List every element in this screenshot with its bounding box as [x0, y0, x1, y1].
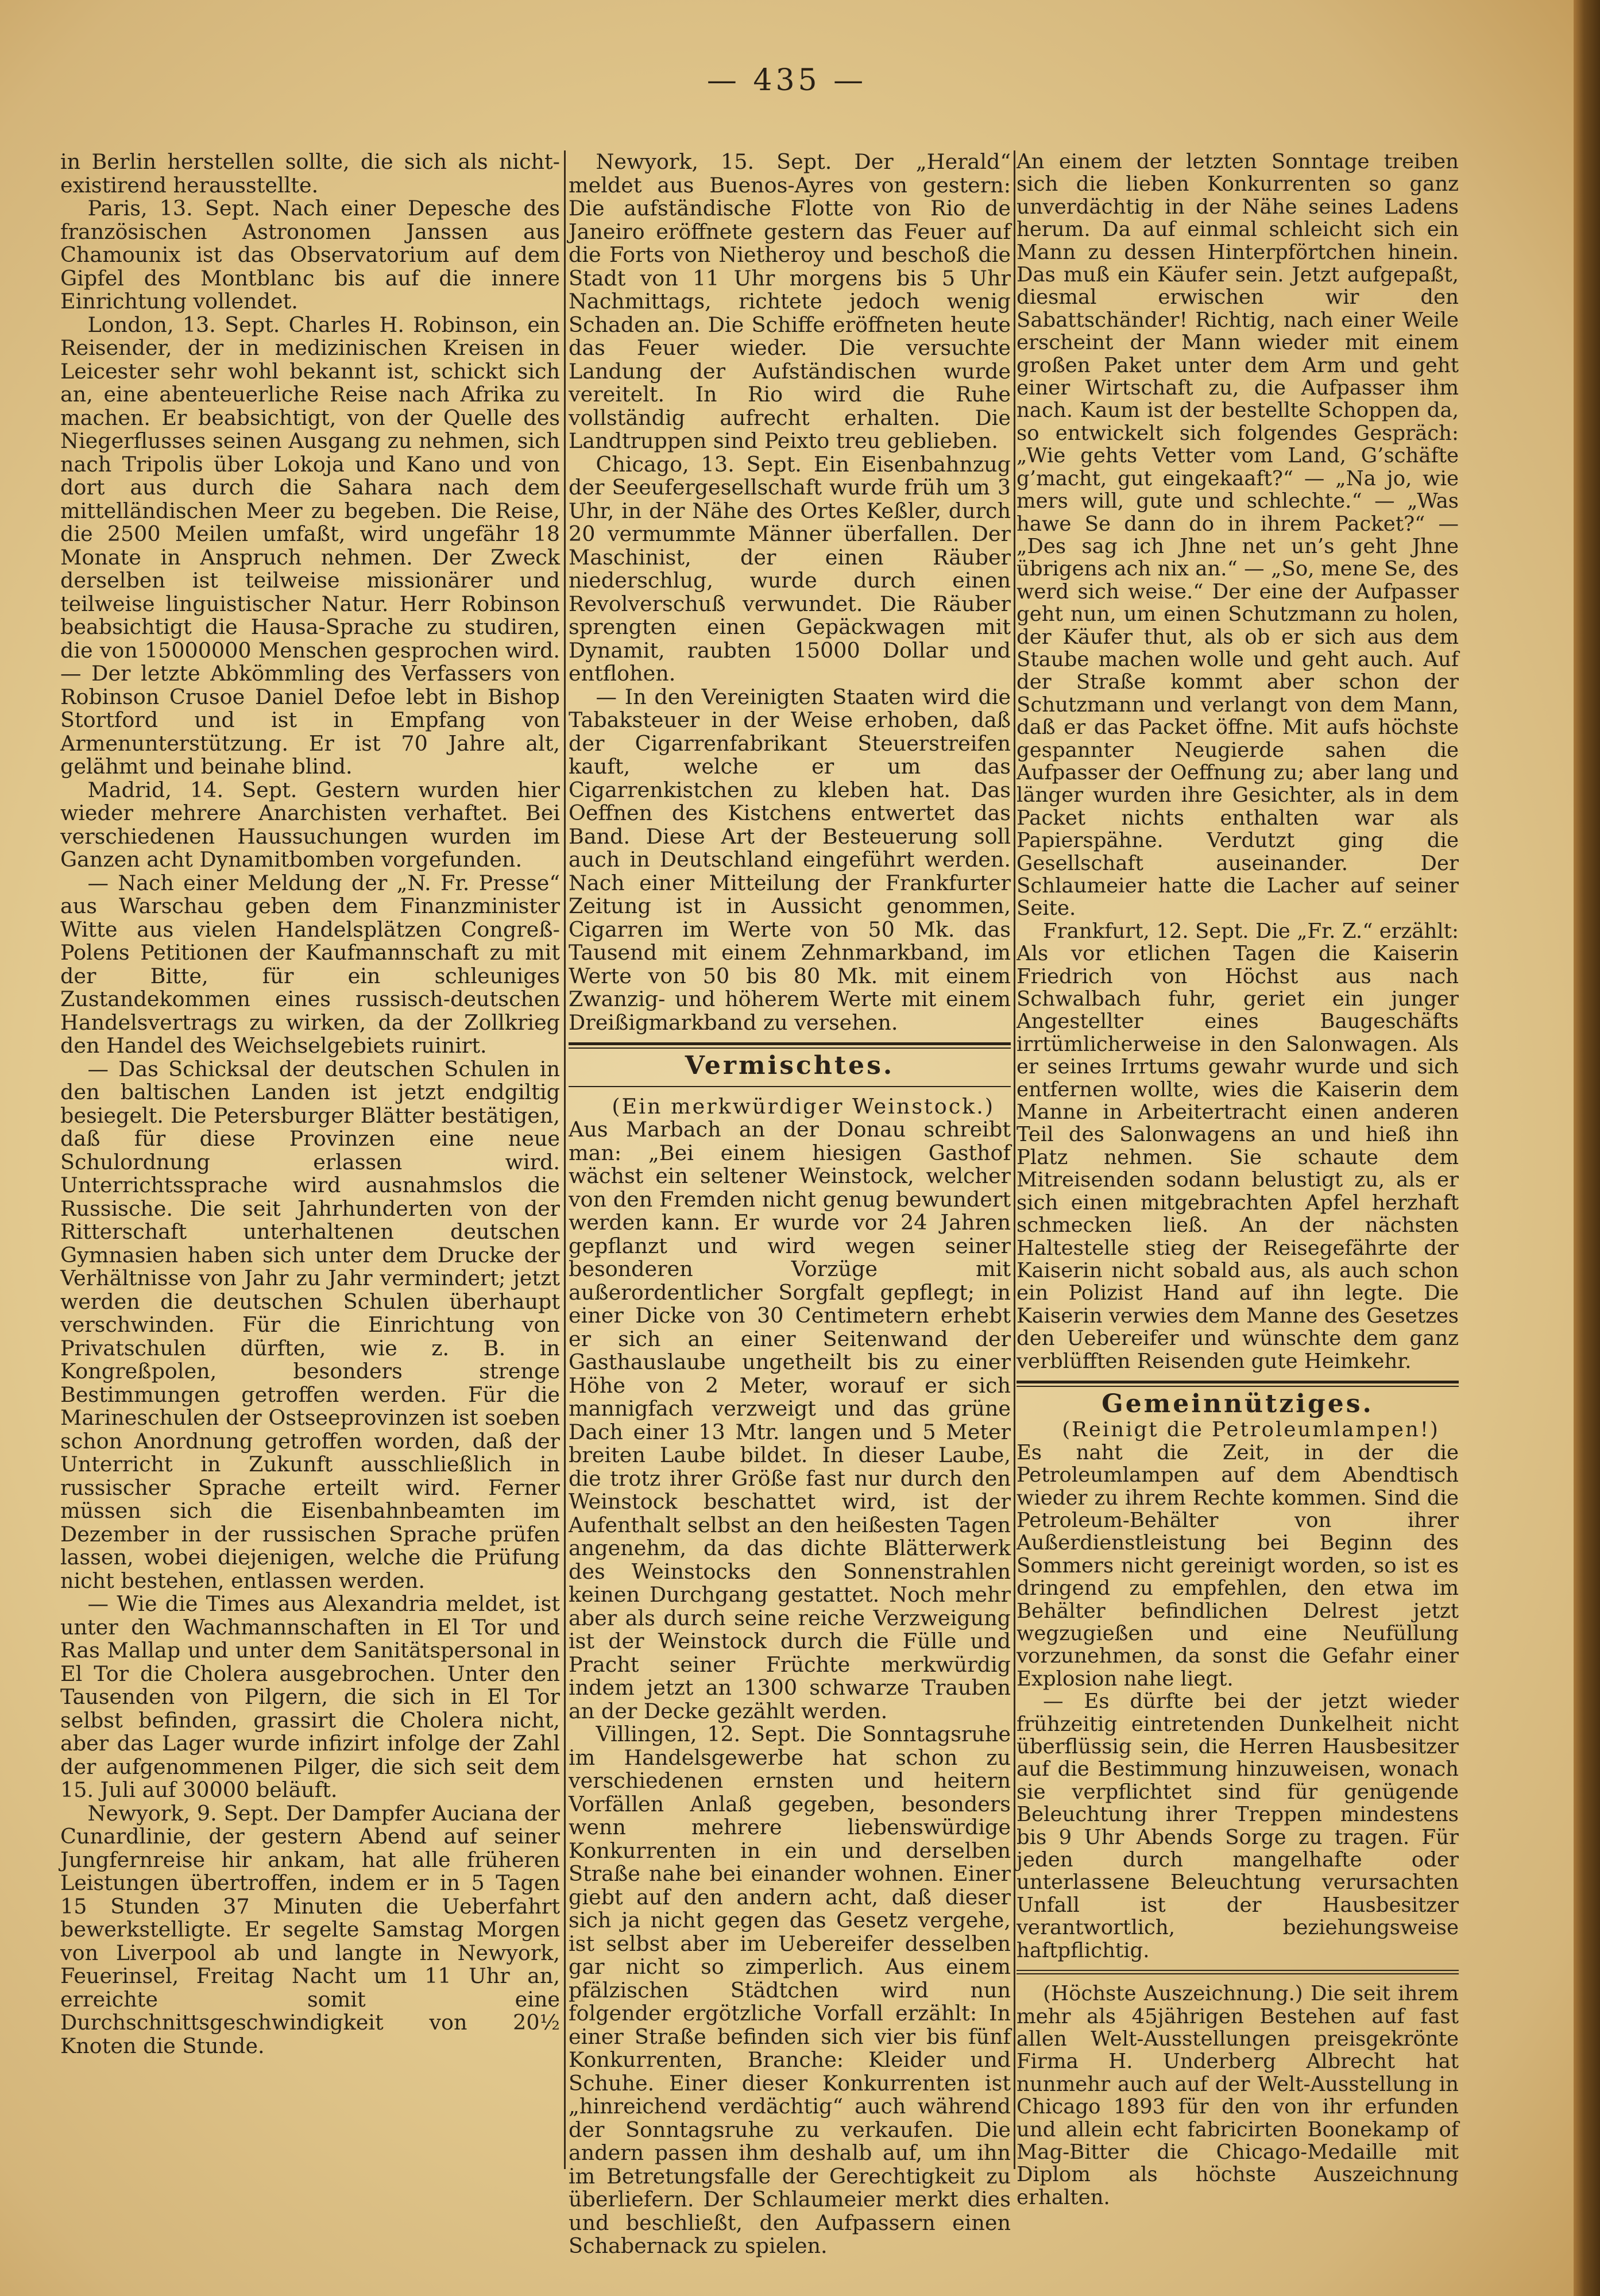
article-paragraph: Frankfurt, 12. Sept. Die „Fr. Z.“ erzählt: Als vor etlichen Tagen die Kaiserin Friedrich von Höchst aus nach Schwalbach fuhr, geriet ein junger Angestellter eines Baugeschäfts irrtümlicherweise in den Salonwagen. Als er seines Irrtums gewahr wurde und sich entfernen wollte, wies die Kaiserin dem Manne in Arbeitertracht einen anderen Teil des Salonwagens an und hieß ihn Platz nehmen. Sie schaute dem Mitreisenden sodann belustigt zu, als er sich einen mitgebrachten Apfel herzhaft schmecken ließ. An der nächsten Haltestelle stieg der Reisegefährte der Kaiserin nicht sobald aus, als auch schon ein Polizist Hand auf ihn legte. Die Kaiserin verwies dem Manne des Gesetzes den Uebereifer und wünschte dem ganz verblüfften Reisenden gute Heimkehr. — [1017, 919, 1459, 1373]
section-divider — [569, 1086, 1011, 1087]
article-paragraph: Newyork, 15. Sept. Der „Herald“ meldet aus Buenos-Ayres von gestern: Die aufständische Flotte von Rio de Janeiro eröffnete gestern das Feuer auf die Forts von Nietheroy und beschoß die Stadt von 11 Uhr morgens bis 5 Uhr Nachmittags, richtete jedoch wenig Schaden an. Die Schiffe eröffneten heute das Feuer wieder. Die versuchte Landung der Aufständischen wurde vereitelt. In Rio wird die Ruhe vollständig aufrecht erhalten. Die Landtruppen sind Peixto treu geblieben. — [569, 149, 1011, 453]
page-number: — 435 — — [706, 63, 867, 98]
article-subheading: (Ein merkwürdiger Weinstock.) — [612, 1093, 995, 1119]
article-paragraph: Aus Marbach an der Donau schreibt man: „Bei einem hiesigen Gasthof wächst ein seltener Weinstock, welcher von den Fremden nicht genug bewundert werden kann. Er wurde vor 24 Jahren gepflanzt und wird wegen seiner besonderen Vorzüge mit außerordentlicher Sorgfalt gepflegt; in einer Dicke von 30 Centimetern erhebt er sich an einer Seitenwand der Gasthauslaube ungetheilt bis zu einer Höhe von 2 Meter, worauf er sich mannigfach verzweigt und das grüne Dach einer 13 Mtr. langen und 5 Meter breiten Laube bildet. In dieser Laube, die trotz ihrer Größe fast nur durch den Weinstock beschattet wird, ist der Aufenthalt selbst an den heißesten Tagen angenehm, da das dichte Blätterwerk des Weinstocks den Sonnenstrahlen keinen Durchgang gestattet. Noch mehr aber als durch seine reiche Verzweigung ist der Weinstock durch die Fülle und Pracht seiner Früchte merkwürdig indem jetzt an 1300 schwarze Trauben an der Decke gezählt werden. — [569, 1117, 1011, 1723]
article-paragraph: Paris, 13. Sept. Nach einer Depesche des französischen Astronomen Janssen aus Chamounix ist das Observatorium auf dem Gipfel des Montblanc bis auf die innere Einrichtung vollendet. — [60, 196, 560, 314]
article-subheading: (Reinigt die Petroleumlampen!) — [1062, 1418, 1440, 1442]
article-paragraph: Newyork, 9. Sept. Der Dampfer Auciana der Cunardlinie, der gestern Abend auf seiner Jungfernreise hir ankam, hat alle früheren Leistungen übertroffen, indem er in 5 Tagen 15 Stunden 37 Minuten die Ueberfahrt bewerkstelligte. Er segelte Samstag Morgen von Liverpool ab und langte in Newyork, Feuerinsel, Freitag Nacht um 11 Uhr an, erreichte somit eine Durchschnittsgeschwindigkeit von 20½ Knoten die Stunde. — [60, 1800, 560, 2058]
column-1 — [60, 150, 560, 2058]
article-paragraph: Chicago, 13. Sept. Ein Eisenbahnzug der Seeufergesellschaft wurde früh um 3 Uhr, in der Nähe des Ortes Keßler, durch 20 vermummte Männer überfallen. Der Maschinist, der einen Räuber niederschlug, wurde durch einen Revolverschuß verwundet. Die Räuber sprengten einen Gepäckwagen mit Dynamit, raubten 15000 Dollar und entflohen. — [569, 451, 1011, 686]
column-rule — [564, 150, 566, 2169]
article-paragraph: in Berlin herstellen sollte, die sich als nicht-existirend herausstellte. — [60, 149, 560, 198]
article-paragraph: — Nach einer Meldung der „N. Fr. Presse“ aus Warschau geben dem Finanzminister Witte aus vielen Handelsplätzen Congreß-Polens Petitionen der Kaufmannschaft zu mit der Bitte, für ein schleuniges Zustandekommen eines russisch-deutschen Handelsvertrags zu wirken, da der Zollkrieg den Handel des Weichselgebiets ruinirt. — [60, 870, 560, 1058]
article-paragraph: Madrid, 14. Sept. Gestern wurden hier wieder mehrere Anarchisten verhaftet. Bei verschiedenen Haussuchungen wurden im Ganzen acht Dynamitbomben vorgefunden. — [60, 777, 560, 872]
article-paragraph: Villingen, 12. Sept. Die Sonntagsruhe im Handelsgewerbe hat schon zu verschiedenen ernsten und heitern Vorfällen Anlaß gegeben, besonders wenn mehrere liebenswürdige Konkurrenten in ein und derselben Straße nahe bei einander wohnen. Einer giebt auf den andern acht, daß dieser sich ja nicht gegen das Gesetz vergehe, ist selbst aber im Uebereifer desselben gar nicht so zimperlich. Aus einem pfälzischen Städtchen wird nun folgender ergötzliche Vorfall erzählt: In einer Straße befinden sich vier bis fünf Konkurrenten, Branche: Kleider und Schuhe. Einer dieser Konkurrenten ist „hinreichend verdächtig“ auch während der Sonntagsruhe zu verkaufen. Die andern passen ihm deshalb auf, um ihn im Betretungsfalle der Gerechtigkeit zu überliefern. Der Schlaumeier merkt dies und beschließt, den Aufpassern einen Schabernack zu spielen. — [569, 1722, 1011, 2258]
column-2 — [569, 150, 1011, 2258]
article-paragraph: — Das Schicksal der deutschen Schulen in den baltischen Landen ist jetzt endgiltig besiegelt. Die Petersburger Blätter bestätigen, daß für diese Provinzen eine neue Schulordnung erlassen wird. Unterrichtssprache wird ausnahmslos die Russische. Die seit Jahrhunderten von der Ritterschaft unterhaltenen deutschen Gymnasien haben sich unter dem Drucke der Verhältnisse von Jahr zu Jahr vermindert; jetzt werden die deutschen Schulen überhaupt verschwinden. Für die Einrichtung von Privatschulen dürften, wie z. B. in Kongreßpolen, besonders strenge Bestimmungen getroffen werden. Für die Marineschulen der Ostseeprovinzen ist soeben schon Anordnung getroffen worden, daß der Unterricht in Zukunft ausschließlich in russischer Sprache erteilt wird. Ferner müssen sich die Eisenbahnbeamten im Dezember in der russischen Sprache prüfen lassen, wobei diejenigen, welche die Prüfung nicht bestehen, entlassen werden. — [60, 1056, 560, 1593]
section-heading-gemeinnuetziges: Gemeinnütziges. — [1102, 1389, 1374, 1418]
book-binding — [1574, 0, 1600, 2296]
article-paragraph: Es naht die Zeit, in der die Petroleumlampen auf dem Abendtisch wieder zu ihrem Rechte kommen. Sind die Petroleum-Behälter von ihrer Außerdienstleistung bei Beginn des Sommers nicht gereinigt worden, so ist es dringend zu empfehlen, den etwa im Behälter befindlichen Delrest jetzt wegzugießen und eine Neufüllung vorzunehmen, da sonst die Gefahr einer Explosion nahe liegt. — [1017, 1440, 1459, 1691]
article-paragraph: (Höchste Auszeichnung.) Die seit ihrem mehr als 45jährigen Bestehen auf fast allen Welt-Ausstellungen preisgekrönte Firma H. Underberg Albrecht hat nunmehr auch auf der Welt-Ausstellung in Chicago 1893 für den von ihr erfunden und allein echt fabricirten Boonekamp of Mag-Bitter die Chicago-Medaille mit Diplom als höchste Auszeichnung erhalten. — [1017, 1982, 1459, 2209]
article-paragraph: An einem der letzten Sonntage treiben sich die lieben Konkurrenten so ganz unverdächtig in der Nähe seines Ladens herum. Da auf einmal schleicht sich ein Mann zu dessen Hinterpförtchen hinein. Das muß ein Käufer sein. Jetzt aufgepaßt, diesmal erwischen wir den Sabattschänder! Richtig, nach einer Weile erscheint der Mann wieder mit einem großen Paket unter dem Arm und geht einer Wirtschaft zu, die Aufpasser ihm nach. Kaum ist der bestellte Schoppen da, so entwickelt sich folgendes Gespräch: „Wie gehts Vetter vom Land, G’schäfte g’macht, gut eingekaaft?“ — „Na jo, wie mers will, gute und schlechte.“ — „Was hawe Se dann do in ihrem Packet?“ — „Des sag ich Jhne net un’s geht Jhne übrigens ach nix an.“ — „So, mene Se, des werd sich weise.“ Der eine der Aufpasser geht nun, um einen Schutzmann zu holen, der Käufer thut, als ob er sich aus dem Staube machen wolle und geht auch. Auf der Straße kommt aber schon der Schutzmann und verlangt von dem Mann, daß er das Packet öffne. Mit aufs höchste gespannter Neugierde sahen die Aufpasser der Oeffnung zu; aber lang und länger wurden ihre Gesichter, als in dem Packet nichts enthalten war als Papierspähne. Verdutzt ging die Gesellschaft auseinander. Der Schlaumeier hatte die Lacher auf seiner Seite. — [1017, 150, 1459, 921]
article-paragraph: — Es dürfte bei der jetzt wieder frühzeitig eintretenden Dunkelheit nicht überflüssig sein, die Herren Hausbesitzer auf die Bestimmung hinzuweisen, wonach sie verpflichtet sind für genügende Beleuchtung ihrer Treppen mindestens bis 9 Uhr Abends Sorge zu tragen. Für jeden durch mangelhafte oder unterlassene Beleuchtung verursachten Unfall ist der Hausbesitzer verantwortlich, beziehungsweise haftpflichtig. — [1017, 1690, 1459, 1962]
article-paragraph: — Wie die Times aus Alexandria meldet, ist unter den Wachmannschaften in El Tor und Ras Mallap und unter dem Sanitätspersonal in El Tor die Cholera ausgebrochen. Unter den Tausenden von Pilgern, die sich in El Tor selbst befinden, grassirt die Cholera nicht, aber das Lager wurde infizirt infolge der Zahl der aufgenommenen Pilger, die sich seit dem 15. Juli auf 30000 beläuft. — [60, 1591, 560, 1802]
section-divider — [569, 1042, 1011, 1049]
article-paragraph: London, 13. Sept. Charles H. Robinson, ein Reisender, der in medizinischen Kreisen in Leicester sehr wohl bekannt ist, schickt sich an, eine abenteuerliche Reise nach Afrika zu machen. Er beabsichtigt, von der Quelle des Niegerflusses seinen Ausgang zu nehmen, sich nach Tripolis über Lokoja und Kano und von dort aus durch die Sahara nach dem mittelländischen Meer zu begeben. Die Reise, die 2500 Meilen umfaßt, wird ungefähr 18 Monate in Anspruch nehmen. Der Zweck derselben ist teilweise missionärer und teilweise linguistischer Natur. Herr Robinson beabsichtigt die Hausa-Sprache zu studiren, die von 15000000 Menschen gesprochen wird. — Der letzte Abkömmling des Verfassers von Robinson Crusoe Daniel Defoe lebt in Bishop Stortford und ist in Empfang von Armenunterstützung. Er ist 70 Jahre alt, gelähmt und beinahe blind. — [60, 312, 560, 779]
section-divider — [1017, 1381, 1459, 1387]
column-rule — [1014, 150, 1015, 2169]
section-divider — [1017, 1970, 1459, 1974]
article-paragraph: — In den Vereinigten Staaten wird die Tabaksteuer in der Weise erhoben, daß der Cigarrenfabrikant Steuerstreifen kauft, welche er um das Cigarrenkistchen zu kleben hat. Das Oeffnen des Kistchens entwertet das Band. Diese Art der Besteuerung soll auch in Deutschland eingeführt werden. Nach einer Mitteilung der Frankfurter Zeitung ist in Aussicht genommen, Cigarren im Werte von 50 Mk. das Tausend mit einem Zehnmarkband, im Werte von 50 bis 80 Mk. mit einem Zwanzig- und höherem Werte mit einem Dreißigmarkband zu versehen. — [569, 684, 1011, 1035]
section-heading-vermischtes: Vermischtes. — [685, 1051, 895, 1080]
column-3 — [1017, 150, 1459, 2209]
